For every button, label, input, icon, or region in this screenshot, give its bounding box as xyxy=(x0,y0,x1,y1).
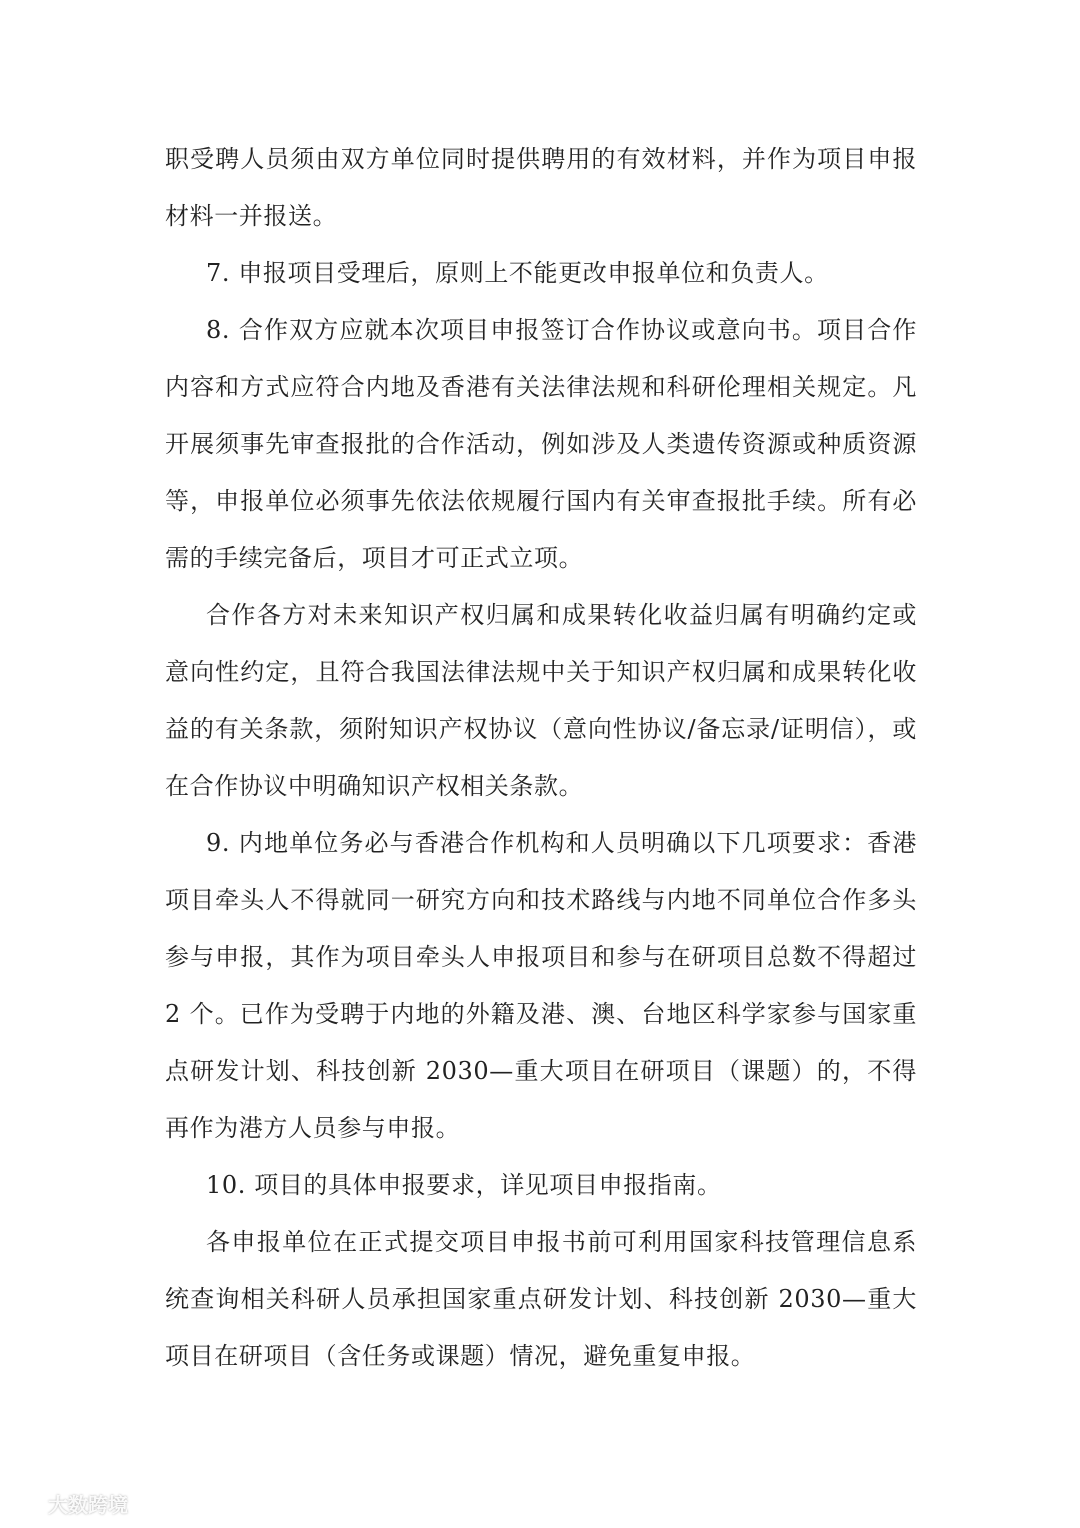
paragraph-continuation: 职受聘人员须由双方单位同时提供聘用的有效材料，并作为项目申报材料一并报送。 xyxy=(165,145,917,230)
watermark xyxy=(8,1488,128,1518)
paragraph-ip-agreement: 合作各方对未来知识产权归属和成果转化收益归属有明确约定或意向性约定，且符合我国法律法规中关于知识产权归属和成果转化收益的有关条款，须附知识产权协议（意向性协议/备忘录/证明信），或在合作协议中明确知识产权相关条款。 xyxy=(165,601,917,800)
paragraph-item-8: 8. 合作双方应就本次项目申报签订合作协议或意向书。项目合作内容和方式应符合内地及香港有关法律法规和科研伦理相关规定。凡开展须事先审查报批的合作活动，例如涉及人类遗传资源或种质资源等，申报单位必须事先依法依规履行国内有关审查报批手续。所有必需的手续完备后，项目才可正式立项。 xyxy=(165,316,917,572)
paragraph-item-7: 7. 申报项目受理后，原则上不能更改申报单位和负责人。 xyxy=(206,259,829,287)
logo-icon xyxy=(8,1490,42,1516)
paragraph-item-10: 10. 项目的具体申报要求，详见项目申报指南。 xyxy=(206,1171,722,1199)
paragraph-item-9: 9. 内地单位务必与香港合作机构和人员明确以下几项要求：香港项目牵头人不得就同一研究方向和技术路线与内地不同单位合作多头参与申报，其作为项目牵头人申报项目和参与在研项目总数不得超过 2 个。已作为受聘于内地的外籍及港、澳、台地区科学家参与国家重点研发计划、科技创新 2030—重大项目在研项目（课题）的，不得再作为港方人员参与申报。 xyxy=(165,829,917,1142)
document-body xyxy=(165,131,917,1385)
watermark-text: 大数跨境 xyxy=(48,1492,128,1517)
paragraph-query-note: 各申报单位在正式提交项目申报书前可利用国家科技管理信息系统查询相关科研人员承担国家重点研发计划、科技创新 2030—重大项目在研项目（含任务或课题）情况，避免重复申报。 xyxy=(165,1228,917,1370)
